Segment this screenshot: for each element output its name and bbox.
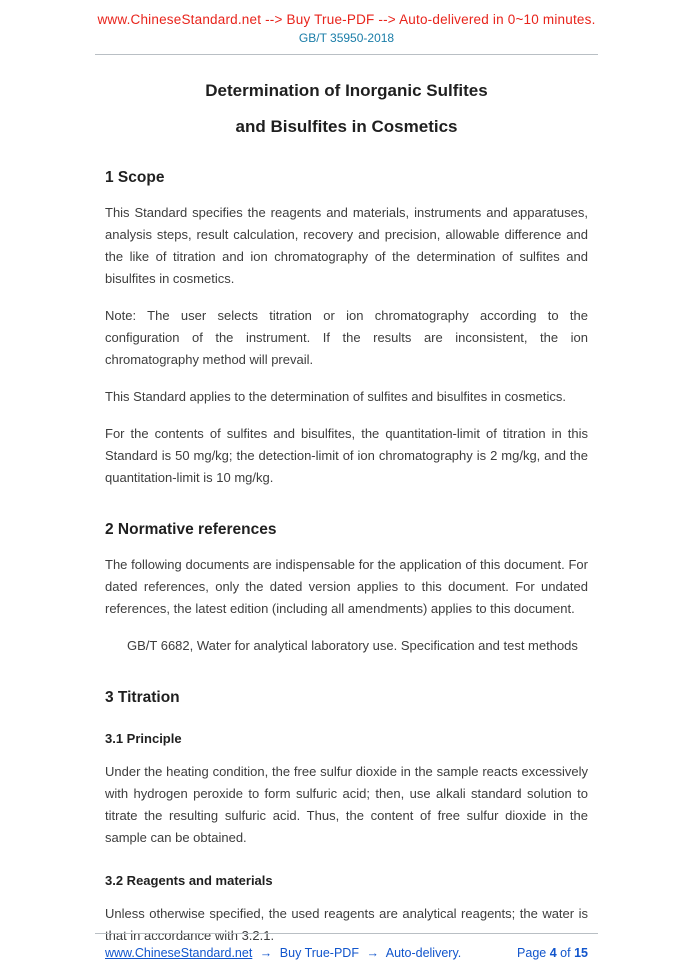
footer-delivery-text: Auto-delivery. [385,946,462,960]
footer-row [105,946,588,960]
total-pages: 15 [574,946,588,960]
footer-left-text [105,946,461,960]
subsection-heading-principle: 3.1 Principle [105,731,182,746]
footer-buy-text: Buy True-PDF [279,946,359,960]
subsection-heading-reagents: 3.2 Reagents and materials [105,873,273,888]
normative-paragraph: The following documents are indispensable for the application of this document. For dated references, only the dated version applies to this document. For undated references, the latest edition (including all amendments) applies to this document. [105,557,588,616]
page-number: 4 [549,946,557,960]
scope-paragraph-1: This Standard specifies the reagents and materials, instruments and apparatuses, analysis steps, result calculation, recovery and precision, allowable difference and the like of titration and ion chromatography of the determination of sulfites and bisulfites in cosmetics. [105,205,588,286]
document-title-line1: Determination of Inorganic Sulfites [205,81,488,100]
arrow-right-icon: → [366,946,379,960]
standard-number: GB/T 35950-2018 [298,31,395,45]
section-heading-scope: 1 Scope [105,169,165,186]
page-label: Page [517,946,547,960]
page-footer [0,933,693,960]
scope-paragraph-4: For the contents of sulfites and bisulfites, the quantitation-limit of titration in this Standard is 50 mg/kg; the detection-limit of ion chromatography is 2 mg/kg, and the quantitation-limit is 10 mg/kg. [105,426,588,485]
scope-note-paragraph: Note: The user selects titration or ion chromatography according to the configuration of the instrument. If the results are inconsistent, the ion chromatography method will prevail. [105,308,588,367]
document-content [105,81,588,947]
principle-paragraph: Under the heating condition, the free sulfur dioxide in the sample reacts excessively with hydrogen peroxide to form sulfuric acid; then, use alkali standard solution to titrate the resulting sulfuric acid. Thus, the content of free sulfur dioxide in the sample can be obtained. [105,764,588,845]
reagents-paragraph: Unless otherwise specified, the used reagents are analytical reagents; the water is that in accordance with 3.2.1. [105,906,588,943]
header-divider [95,54,598,55]
normative-reference-item: GB/T 6682, Water for analytical laboratory use. Specification and test methods [127,638,578,653]
section-heading-normative-references: 2 Normative references [105,521,277,538]
scope-paragraph-3: This Standard applies to the determination of sulfites and bisulfites in cosmetics. [105,389,567,404]
of-label: of [560,946,571,960]
arrow-right-icon: → [259,946,273,960]
document-title-line2: and Bisulfites in Cosmetics [235,117,458,136]
footer-divider [95,933,598,934]
promo-banner[interactable]: www.ChineseStandard.net --> Buy True-PDF --> Auto-delivered in 0~10 minutes. [97,12,596,27]
footer-site-link[interactable]: www.ChineseStandard.net [105,946,253,960]
page-indicator [517,946,588,960]
section-heading-titration: 3 Titration [105,689,180,706]
